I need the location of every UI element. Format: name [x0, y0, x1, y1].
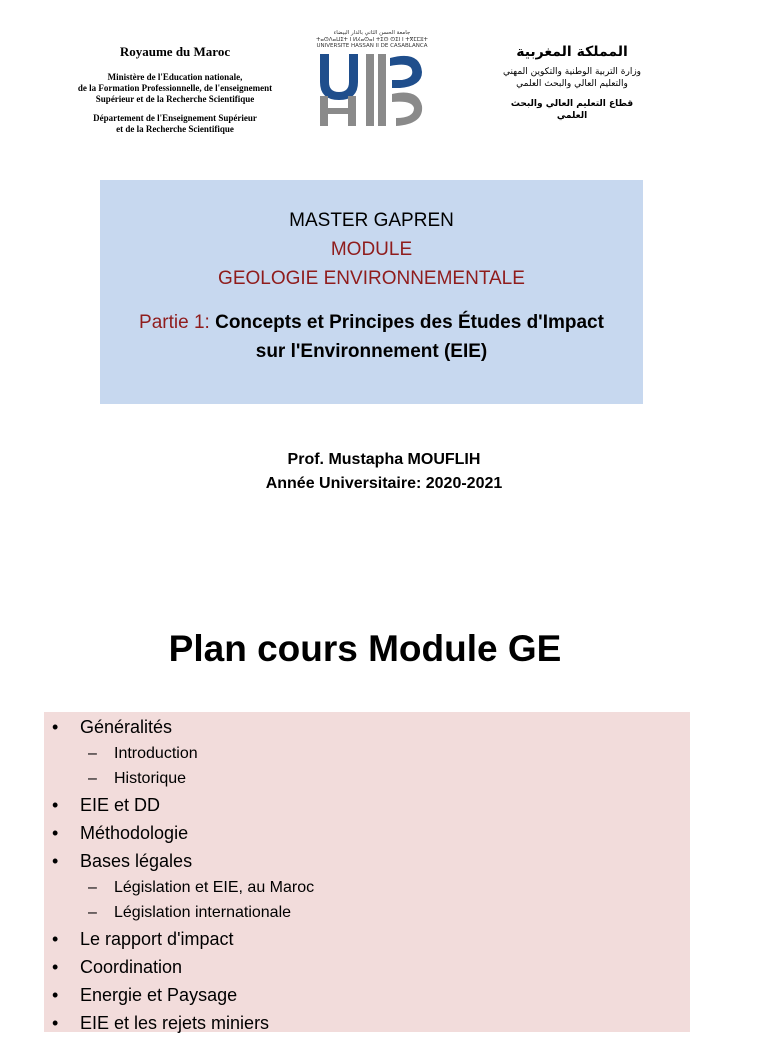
- plan-item-label: Energie et Paysage: [80, 985, 238, 1005]
- kingdom-title-ar: المملكة المغربية: [516, 44, 628, 60]
- bullet-icon: •: [52, 957, 59, 977]
- logo-caption-ar: جامعة الحسن الثاني بالدار البيضاء: [333, 30, 411, 36]
- ministry-line-ar: وزارة التربية الوطنية والتكوين المهني: [502, 67, 642, 77]
- plan-item: [44, 716, 684, 744]
- part-label: Partie 1:: [139, 312, 210, 333]
- university-logo: [316, 30, 428, 134]
- bullet-icon: •: [52, 717, 59, 737]
- part-title-line2: sur l'Environnement (EIE): [255, 341, 488, 362]
- module-label: MODULE: [330, 239, 413, 260]
- university-emblem-icon: [316, 50, 428, 128]
- academic-year: Année Universitaire: 2020-2021: [265, 475, 503, 492]
- plan-subitem-label: Introduction: [114, 745, 198, 762]
- dash-icon: –: [88, 904, 97, 921]
- bullet-icon: •: [52, 823, 59, 843]
- ministry-fr-block: [70, 44, 280, 135]
- dash-icon: –: [88, 770, 97, 787]
- plan-subitem: [44, 744, 684, 769]
- course-title-box: [100, 180, 643, 404]
- ministry-line-ar: والتعليم العالي والبحث العلمي: [516, 79, 628, 89]
- bullet-icon: •: [52, 985, 59, 1005]
- department-line: et de la Recherche Scientifique: [116, 124, 234, 134]
- plan-item: [44, 928, 684, 956]
- plan-item-label: EIE et DD: [80, 795, 161, 815]
- bullet-icon: •: [52, 929, 59, 949]
- plan-item-label: EIE et les rejets miniers: [80, 1013, 270, 1033]
- plan-item: [44, 850, 684, 878]
- ministry-line: de la Formation Professionnelle, de l'enseignement: [77, 83, 273, 93]
- plan-subitem-label: Législation internationale: [114, 904, 292, 921]
- part-text: Concepts et Principes des Études d'Impact: [209, 312, 604, 333]
- plan-item: [44, 1012, 684, 1040]
- plan-item-label: Le rapport d'impact: [80, 929, 234, 949]
- plan-subitem: [44, 903, 684, 928]
- plan-item: [44, 822, 684, 850]
- ministry-line: Supérieur et de la Recherche Scientifique: [95, 94, 255, 104]
- plan-list: [44, 716, 684, 1040]
- plan-subitem: [44, 878, 684, 903]
- bullet-icon: •: [52, 1013, 59, 1033]
- plan-list-box: [44, 712, 690, 1032]
- plan-subitem-label: Législation et EIE, au Maroc: [114, 879, 315, 896]
- logo-caption-fr: UNIVERSITÉ HASSAN II DE CASABLANCA: [316, 43, 428, 49]
- department-line: Département de l'Enseignement Supérieur: [93, 113, 257, 123]
- kingdom-title-fr: Royaume du Maroc: [119, 44, 231, 59]
- logo-caption-tifinagh: ⵜⴰⵙⴷⴰⵡⵉⵜ ⵏ ⵍⵃⴰⵙⴰⵏ ⵜⵉⵙ ⵙⵉⵏ ⵏ ⵜⴳⵎⵎⵓⵜ: [316, 36, 428, 43]
- plan-title: Plan cours Module GE: [168, 628, 562, 669]
- bullet-icon: •: [52, 851, 59, 871]
- dash-icon: –: [88, 745, 97, 762]
- plan-item-label: Méthodologie: [80, 823, 189, 843]
- plan-item-label: Généralités: [80, 717, 173, 737]
- master-title: MASTER GAPREN: [289, 210, 454, 231]
- plan-item-label: Coordination: [80, 957, 183, 977]
- ministry-line: Ministère de l'Education nationale,: [107, 72, 243, 82]
- dash-icon: –: [88, 879, 97, 896]
- plan-item-label: Bases légales: [80, 851, 193, 871]
- plan-subitem: [44, 769, 684, 794]
- plan-item: [44, 984, 684, 1012]
- ministry-ar-block: [496, 44, 648, 122]
- plan-subitem-label: Historique: [114, 770, 187, 787]
- part-title: [100, 308, 643, 337]
- professor-name: Prof. Mustapha MOUFLIH: [287, 451, 481, 468]
- module-name: GEOLOGIE ENVIRONNEMENTALE: [218, 268, 525, 289]
- author-block: [0, 448, 768, 496]
- department-line-ar: قطاع التعليم العالي والبحث العلمي: [510, 99, 634, 121]
- plan-item: [44, 794, 684, 822]
- plan-item: [44, 956, 684, 984]
- bullet-icon: •: [52, 795, 59, 815]
